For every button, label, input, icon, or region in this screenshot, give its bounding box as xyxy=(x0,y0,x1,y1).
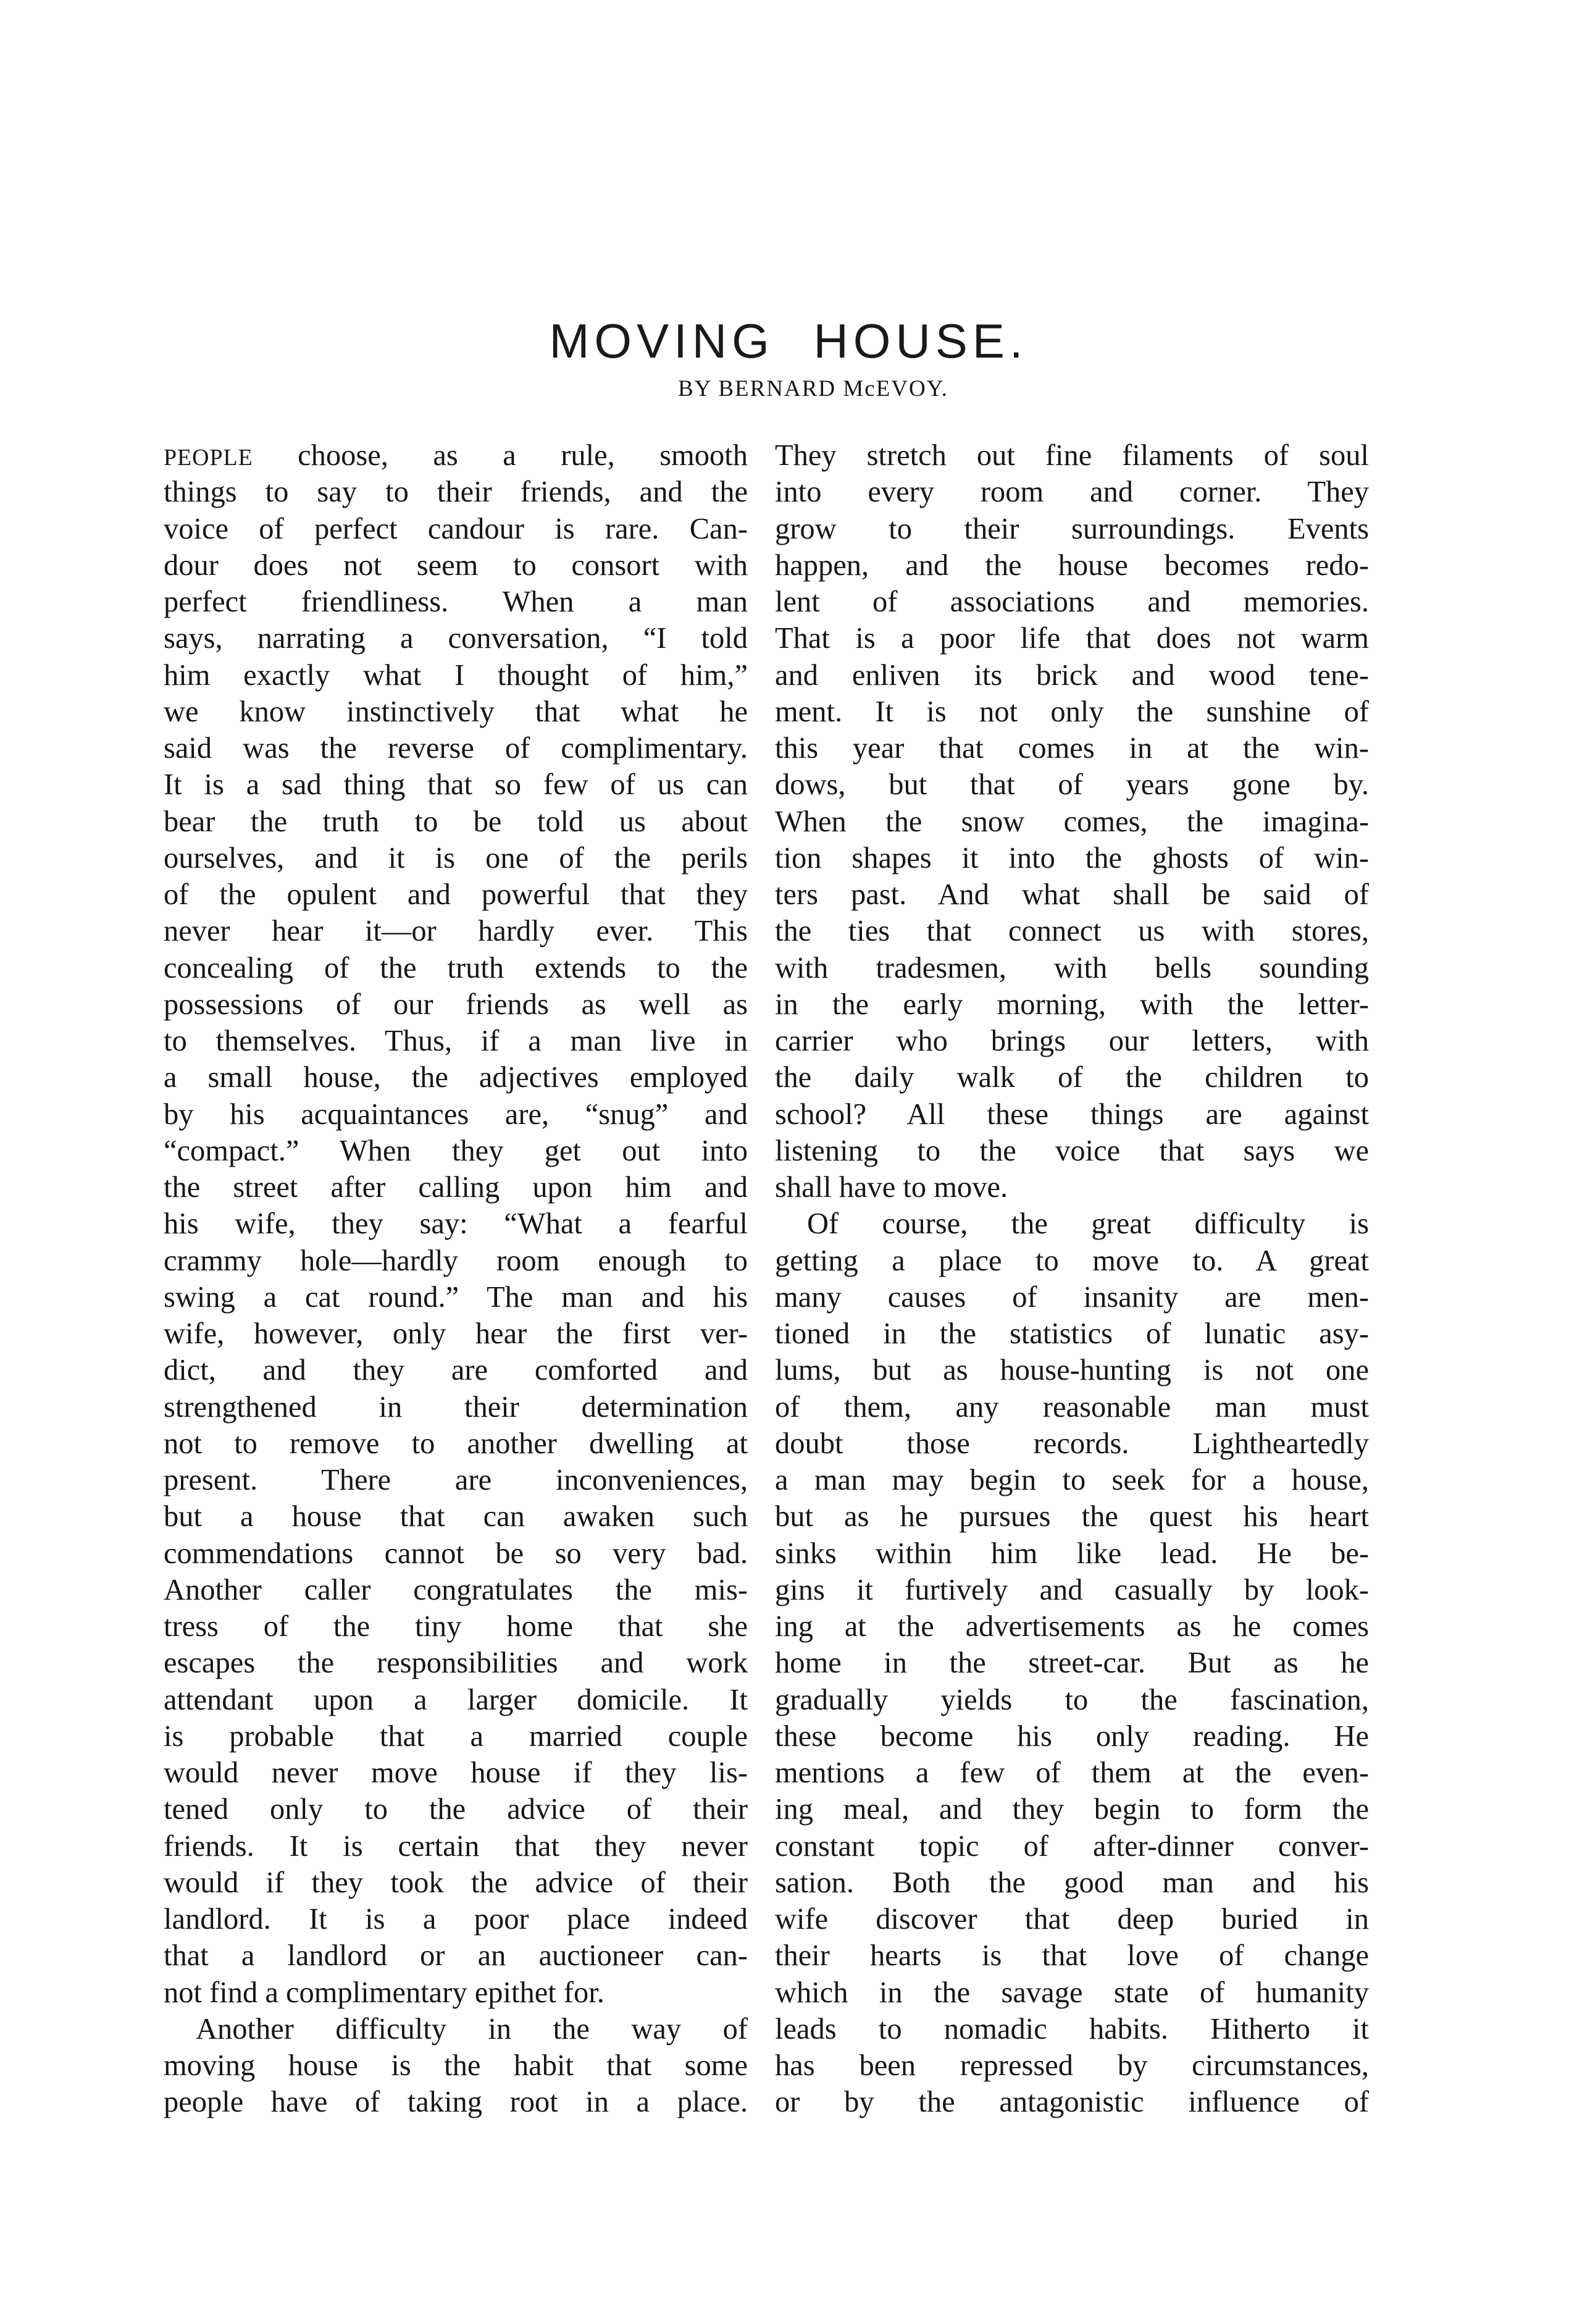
text-line xyxy=(775,1279,1369,1315)
line-text: this year that comes in at the win- xyxy=(775,732,1369,765)
line-text: him exactly what I thought of him,” xyxy=(164,658,748,692)
text-line xyxy=(164,694,748,730)
text-line xyxy=(164,2047,748,2084)
text-line xyxy=(164,1352,748,1388)
line-text: school? All these things are against xyxy=(775,1097,1369,1131)
text-line xyxy=(775,1608,1369,1645)
line-text: in the early morning, with the letter- xyxy=(775,988,1369,1021)
line-text: ing at the advertisements as he comes xyxy=(775,1610,1369,1643)
text-line xyxy=(775,876,1369,913)
text-line xyxy=(164,876,748,913)
text-line xyxy=(775,657,1369,694)
line-text: the ties that connect us with stores, xyxy=(775,915,1369,948)
line-text: said was the reverse of complimentary. xyxy=(164,732,748,765)
line-text: the daily walk of the children to xyxy=(775,1061,1369,1094)
line-text: a man may begin to seek for a house, xyxy=(775,1464,1369,1496)
line-text: has been repressed by circumstances, xyxy=(775,2049,1369,2082)
line-text: mentions a few of them at the even- xyxy=(775,1756,1369,1789)
line-text: says, narrating a conversation, “I told xyxy=(164,622,748,655)
line-text: gradually yields to the fascination, xyxy=(775,1683,1369,1716)
line-text: of the opulent and powerful that they xyxy=(164,878,748,911)
line-text: a small house, the adjectives employed xyxy=(164,1061,748,1094)
line-text: gins it furtively and casually by look- xyxy=(775,1573,1369,1606)
text-line xyxy=(164,803,748,840)
line-text: or by the antagonistic influence of xyxy=(775,2086,1369,2119)
line-text: choose, as a rule, smooth xyxy=(298,439,748,472)
line-text: with tradesmen, with bells sounding xyxy=(775,951,1369,984)
text-line xyxy=(775,1937,1369,1974)
line-text: ment. It is not only the sunshine of xyxy=(775,695,1369,728)
line-text: dows, but that of years gone by. xyxy=(775,768,1369,802)
text-line xyxy=(775,986,1369,1023)
text-line xyxy=(775,1498,1369,1535)
line-text: to themselves. Thus, if a man live in xyxy=(164,1025,748,1057)
text-line xyxy=(164,1937,748,1974)
text-line xyxy=(164,474,748,510)
line-text: landlord. It is a poor place indeed xyxy=(164,1903,748,1936)
text-line xyxy=(164,1974,748,2011)
text-line xyxy=(164,437,748,474)
text-column-right xyxy=(775,437,1369,2121)
text-line xyxy=(775,1425,1369,1462)
text-line xyxy=(775,2047,1369,2084)
line-text: crammy hole—hardly room enough to xyxy=(164,1244,748,1277)
text-line xyxy=(775,620,1369,657)
line-text: wife, however, only hear the first ver- xyxy=(164,1317,748,1350)
text-line xyxy=(164,1645,748,1681)
text-line xyxy=(164,1901,748,1937)
text-line xyxy=(775,1389,1369,1425)
line-text: concealing of the truth extends to the xyxy=(164,951,748,984)
line-text: present. There are inconveniences, xyxy=(164,1464,748,1496)
text-line xyxy=(775,1023,1369,1059)
line-text: shall have to move. xyxy=(775,1171,1008,1204)
text-line xyxy=(164,1682,748,1718)
text-line xyxy=(164,1279,748,1315)
text-line xyxy=(775,1133,1369,1169)
text-line xyxy=(164,766,748,803)
text-line xyxy=(164,1206,748,1242)
text-line xyxy=(164,1462,748,1498)
line-text: “compact.” When they get out into xyxy=(164,1134,748,1167)
line-text: tened only to the advice of their xyxy=(164,1793,748,1826)
line-text: things to say to their friends, and the xyxy=(164,476,748,509)
line-text: grow to their surroundings. Events xyxy=(775,512,1369,545)
line-text: ters past. And what shall be said of xyxy=(775,878,1369,911)
text-line xyxy=(164,1096,748,1133)
text-line xyxy=(775,547,1369,584)
line-text: his wife, they say: “What a fearful xyxy=(164,1207,748,1241)
text-line xyxy=(164,840,748,876)
text-line xyxy=(164,913,748,949)
text-line xyxy=(164,584,748,620)
line-text: leads to nomadic habits. Hitherto it xyxy=(775,2012,1369,2045)
text-line xyxy=(775,766,1369,803)
article-title: MOVING HOUSE. xyxy=(549,314,1028,369)
line-text: carrier who brings our letters, with xyxy=(775,1025,1369,1057)
line-text: of them, any reasonable man must xyxy=(775,1390,1369,1424)
text-line xyxy=(775,1828,1369,1865)
text-line xyxy=(775,950,1369,986)
drop-lead-word: PEOPLE xyxy=(164,445,253,471)
line-text: lums, but as house-hunting is not one xyxy=(775,1354,1369,1387)
text-line xyxy=(164,730,748,766)
text-line xyxy=(164,2084,748,2120)
line-text: ourselves, and it is one of the perils xyxy=(164,841,748,875)
line-text: many causes of insanity are men- xyxy=(775,1280,1369,1314)
text-line xyxy=(775,1755,1369,1791)
line-text: They stretch out fine filaments of soul xyxy=(775,439,1369,472)
text-line xyxy=(775,1169,1369,1206)
line-text: tioned in the statistics of lunatic asy- xyxy=(775,1317,1369,1350)
line-text: the street after calling upon him and xyxy=(164,1171,748,1204)
text-line xyxy=(164,1535,748,1572)
line-text: we know instinctively that what he xyxy=(164,695,748,728)
text-line xyxy=(164,1243,748,1279)
text-line xyxy=(775,730,1369,766)
line-text: sinks within him like lead. He be- xyxy=(775,1537,1369,1570)
text-line xyxy=(164,547,748,584)
line-text: into every room and corner. They xyxy=(775,476,1369,509)
line-text: Another difficulty in the way of xyxy=(196,2012,748,2045)
line-text: Of course, the great difficulty is xyxy=(807,1207,1369,1241)
line-text: lent of associations and memories. xyxy=(775,585,1369,618)
text-line xyxy=(775,1206,1369,1242)
text-line xyxy=(775,1974,1369,2011)
text-line xyxy=(164,1425,748,1462)
text-line xyxy=(775,913,1369,949)
line-text: When the snow comes, the imagina- xyxy=(775,805,1369,838)
text-column-left xyxy=(164,437,748,2121)
text-line xyxy=(164,657,748,694)
text-line xyxy=(775,694,1369,730)
line-text: wife discover that deep buried in xyxy=(775,1903,1369,1936)
line-text: getting a place to move to. A great xyxy=(775,1244,1369,1277)
text-line xyxy=(775,584,1369,620)
text-line xyxy=(164,950,748,986)
line-text: tress of the tiny home that she xyxy=(164,1610,748,1643)
text-line xyxy=(164,620,748,657)
text-line xyxy=(164,511,748,547)
line-text: It is a sad thing that so few of us can xyxy=(164,768,748,802)
line-text: strengthened in their determination xyxy=(164,1390,748,1424)
line-text: home in the street-car. But as he xyxy=(775,1647,1369,1680)
line-text: people have of taking root in a place. xyxy=(164,2086,748,2119)
line-text: that a landlord or an auctioneer can- xyxy=(164,1939,748,1973)
text-line xyxy=(164,2011,748,2047)
text-line xyxy=(164,1169,748,1206)
text-line xyxy=(164,1389,748,1425)
text-line xyxy=(775,1315,1369,1352)
line-text: tion shapes it into the ghosts of win- xyxy=(775,841,1369,875)
line-text: constant topic of after-dinner conver- xyxy=(775,1829,1369,1863)
line-text: ing meal, and they begin to form the xyxy=(775,1793,1369,1826)
line-text: bear the truth to be told us about xyxy=(164,805,748,838)
line-text: would never move house if they lis- xyxy=(164,1756,748,1789)
text-line xyxy=(164,1608,748,1645)
text-line xyxy=(775,1096,1369,1133)
text-line xyxy=(775,2011,1369,2047)
text-line xyxy=(775,511,1369,547)
line-text: friends. It is certain that they never xyxy=(164,1829,748,1863)
text-line xyxy=(775,1682,1369,1718)
line-text: not find a complimentary epithet for. xyxy=(164,1976,604,2009)
text-line xyxy=(164,1498,748,1535)
text-line xyxy=(775,1059,1369,1096)
text-line xyxy=(164,986,748,1023)
line-text: sation. Both the good man and his xyxy=(775,1866,1369,1899)
line-text: would if they took the advice of their xyxy=(164,1866,748,1899)
text-line xyxy=(775,1901,1369,1937)
line-text: listening to the voice that says we xyxy=(775,1134,1369,1167)
text-line xyxy=(164,1718,748,1755)
line-text: dour does not seem to consort with xyxy=(164,548,748,582)
line-text: voice of perfect candour is rare. Can- xyxy=(164,512,748,545)
text-line xyxy=(775,803,1369,840)
text-line xyxy=(775,1645,1369,1681)
text-line xyxy=(164,1133,748,1169)
line-text: doubt those records. Lightheartedly xyxy=(775,1427,1369,1460)
text-line xyxy=(164,1572,748,1608)
text-line xyxy=(775,1791,1369,1827)
line-text: swing a cat round.” The man and his xyxy=(164,1280,748,1314)
text-line xyxy=(775,1572,1369,1608)
text-line xyxy=(775,1865,1369,1901)
line-text: escapes the responsibilities and work xyxy=(164,1647,748,1680)
text-line xyxy=(164,1791,748,1827)
text-line xyxy=(164,1315,748,1352)
text-line xyxy=(775,1535,1369,1572)
line-text: Another caller congratulates the mis- xyxy=(164,1573,748,1606)
article-byline: BY BERNARD McEVOY. xyxy=(678,376,948,401)
text-line xyxy=(775,2084,1369,2120)
text-line xyxy=(775,1462,1369,1498)
line-text: happen, and the house becomes redo- xyxy=(775,548,1369,582)
line-text: That is a poor life that does not warm xyxy=(775,622,1369,655)
line-text: dict, and they are comforted and xyxy=(164,1354,748,1387)
text-line xyxy=(775,474,1369,510)
text-line xyxy=(775,1243,1369,1279)
line-text: attendant upon a larger domicile. It xyxy=(164,1683,748,1716)
text-line xyxy=(775,840,1369,876)
text-line xyxy=(164,1059,748,1096)
line-text: and enliven its brick and wood tene- xyxy=(775,658,1369,692)
line-text: is probable that a married couple xyxy=(164,1719,748,1753)
text-line xyxy=(775,1352,1369,1388)
line-text: commendations cannot be so very bad. xyxy=(164,1537,748,1570)
text-line xyxy=(164,1828,748,1865)
text-line xyxy=(775,437,1369,474)
line-text: by his acquaintances are, “snug” and xyxy=(164,1097,748,1131)
line-text: their hearts is that love of change xyxy=(775,1939,1369,1973)
line-text: never hear it—or hardly ever. This xyxy=(164,915,748,948)
line-text: possessions of our friends as well as xyxy=(164,988,748,1021)
text-line xyxy=(164,1023,748,1059)
line-text: but a house that can awaken such xyxy=(164,1500,748,1533)
line-text: but as he pursues the quest his heart xyxy=(775,1500,1369,1533)
line-text: not to remove to another dwelling at xyxy=(164,1427,748,1460)
line-text: which in the savage state of humanity xyxy=(775,1976,1369,2009)
text-line xyxy=(775,1718,1369,1755)
line-text: these become his only reading. He xyxy=(775,1719,1369,1753)
line-text: perfect friendliness. When a man xyxy=(164,585,748,618)
text-line xyxy=(164,1755,748,1791)
text-line xyxy=(164,1865,748,1901)
line-text: moving house is the habit that some xyxy=(164,2049,748,2082)
